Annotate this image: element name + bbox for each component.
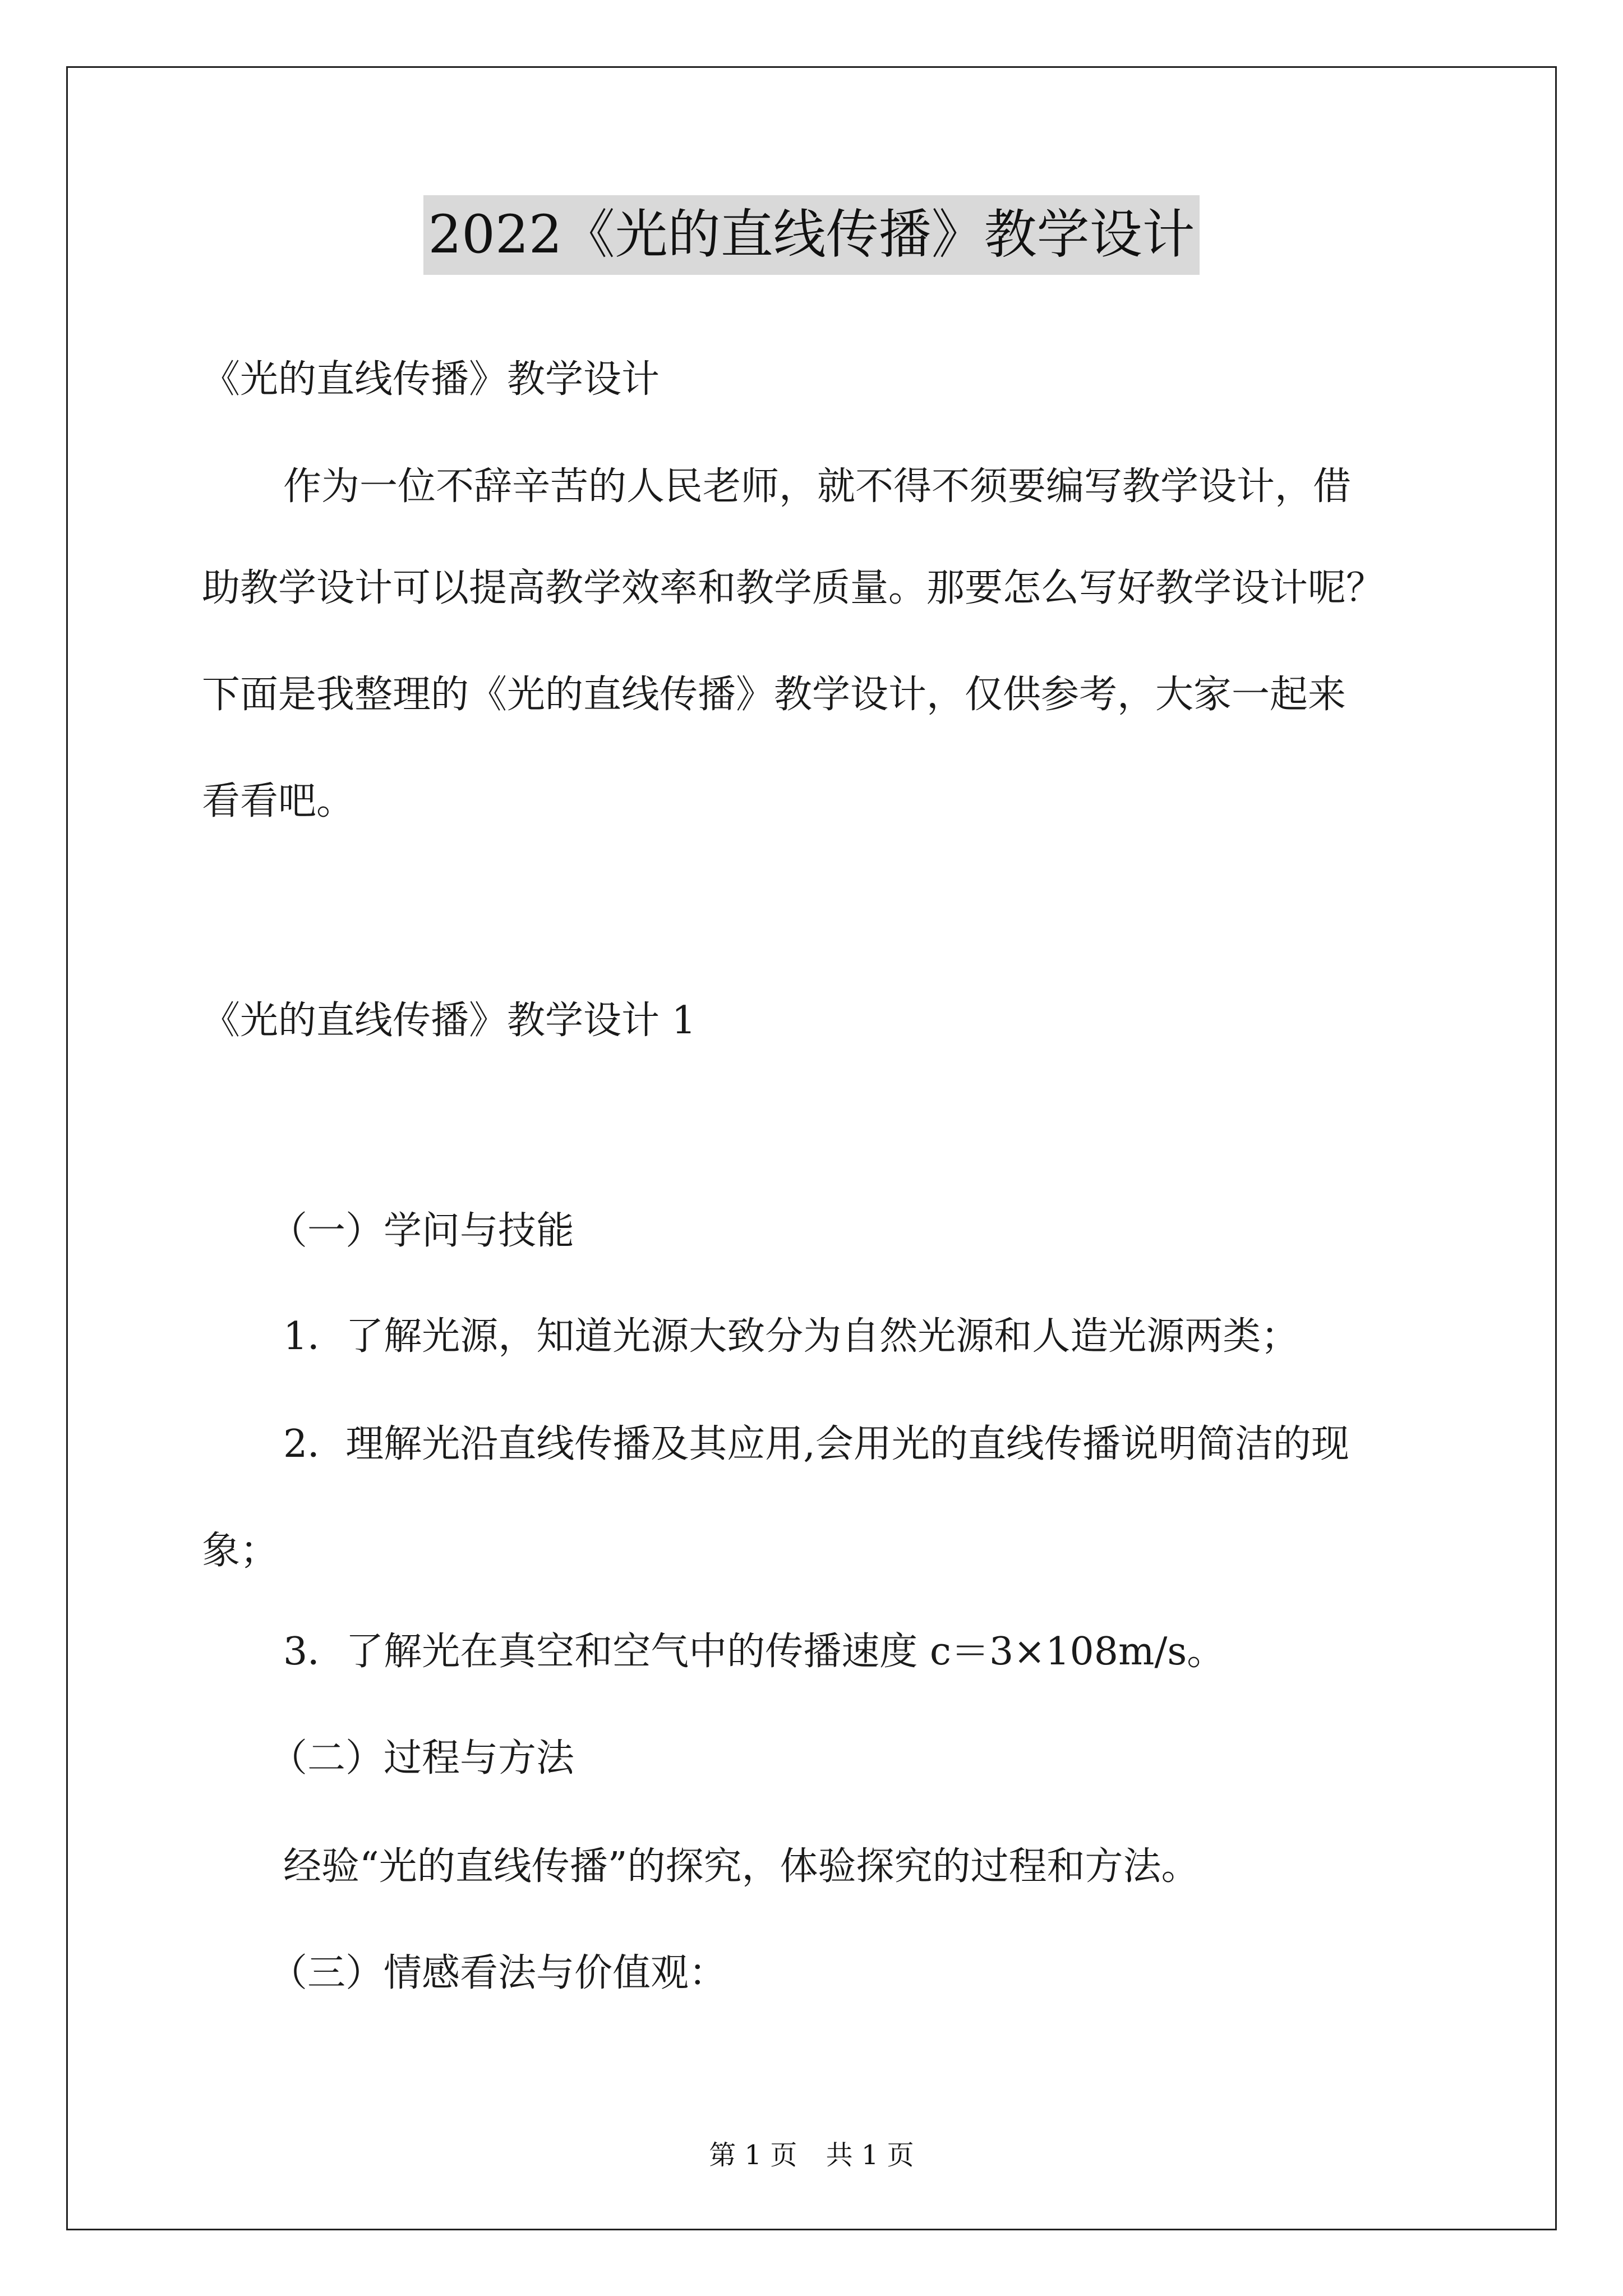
part1-item-3: 3．了解光在真空和空气中的传播速度 c＝3×108m/s。 <box>283 1630 1225 1674</box>
part2-heading: （二）过程与方法 <box>269 1736 575 1780</box>
document-title: 2022《光的直线传播》教学设计 <box>423 195 1199 275</box>
part1-item-2: 2．理解光沿直线传播及其应用,会用光的直线传播说明简洁的现 <box>283 1422 1349 1466</box>
part1-heading: （一）学问与技能 <box>269 1209 575 1253</box>
intro-line-2: 助教学设计可以提高教学效率和教学质量。那要怎么写好教学设计呢？ <box>202 566 1385 610</box>
page-footer <box>0 2138 1623 2172</box>
page-total: 共 1 页 <box>826 2139 914 2171</box>
document-subtitle: 《光的直线传播》教学设计 <box>202 357 660 402</box>
part1-item-1: 1．了解光源，知道光源大致分为自然光源和人造光源两类； <box>283 1314 1299 1359</box>
intro-line-1: 作为一位不辞辛苦的人民老师，就不得不须要编写教学设计，借 <box>283 464 1352 509</box>
section-title: 《光的直线传播》教学设计 1 <box>202 999 696 1043</box>
part2-text: 经验“光的直线传播”的探究，体验探究的过程和方法。 <box>283 1844 1200 1889</box>
title-container <box>0 195 1623 275</box>
page-number: 第 1 页 <box>709 2139 797 2171</box>
part1-item-2-continued: 象； <box>202 1529 279 1573</box>
part3-heading: （三）情感看法与价值观： <box>269 1951 727 1995</box>
intro-line-3: 下面是我整理的《光的直线传播》教学设计，仅供参考，大家一起来 <box>202 673 1347 717</box>
intro-line-4: 看看吧。 <box>202 779 355 823</box>
